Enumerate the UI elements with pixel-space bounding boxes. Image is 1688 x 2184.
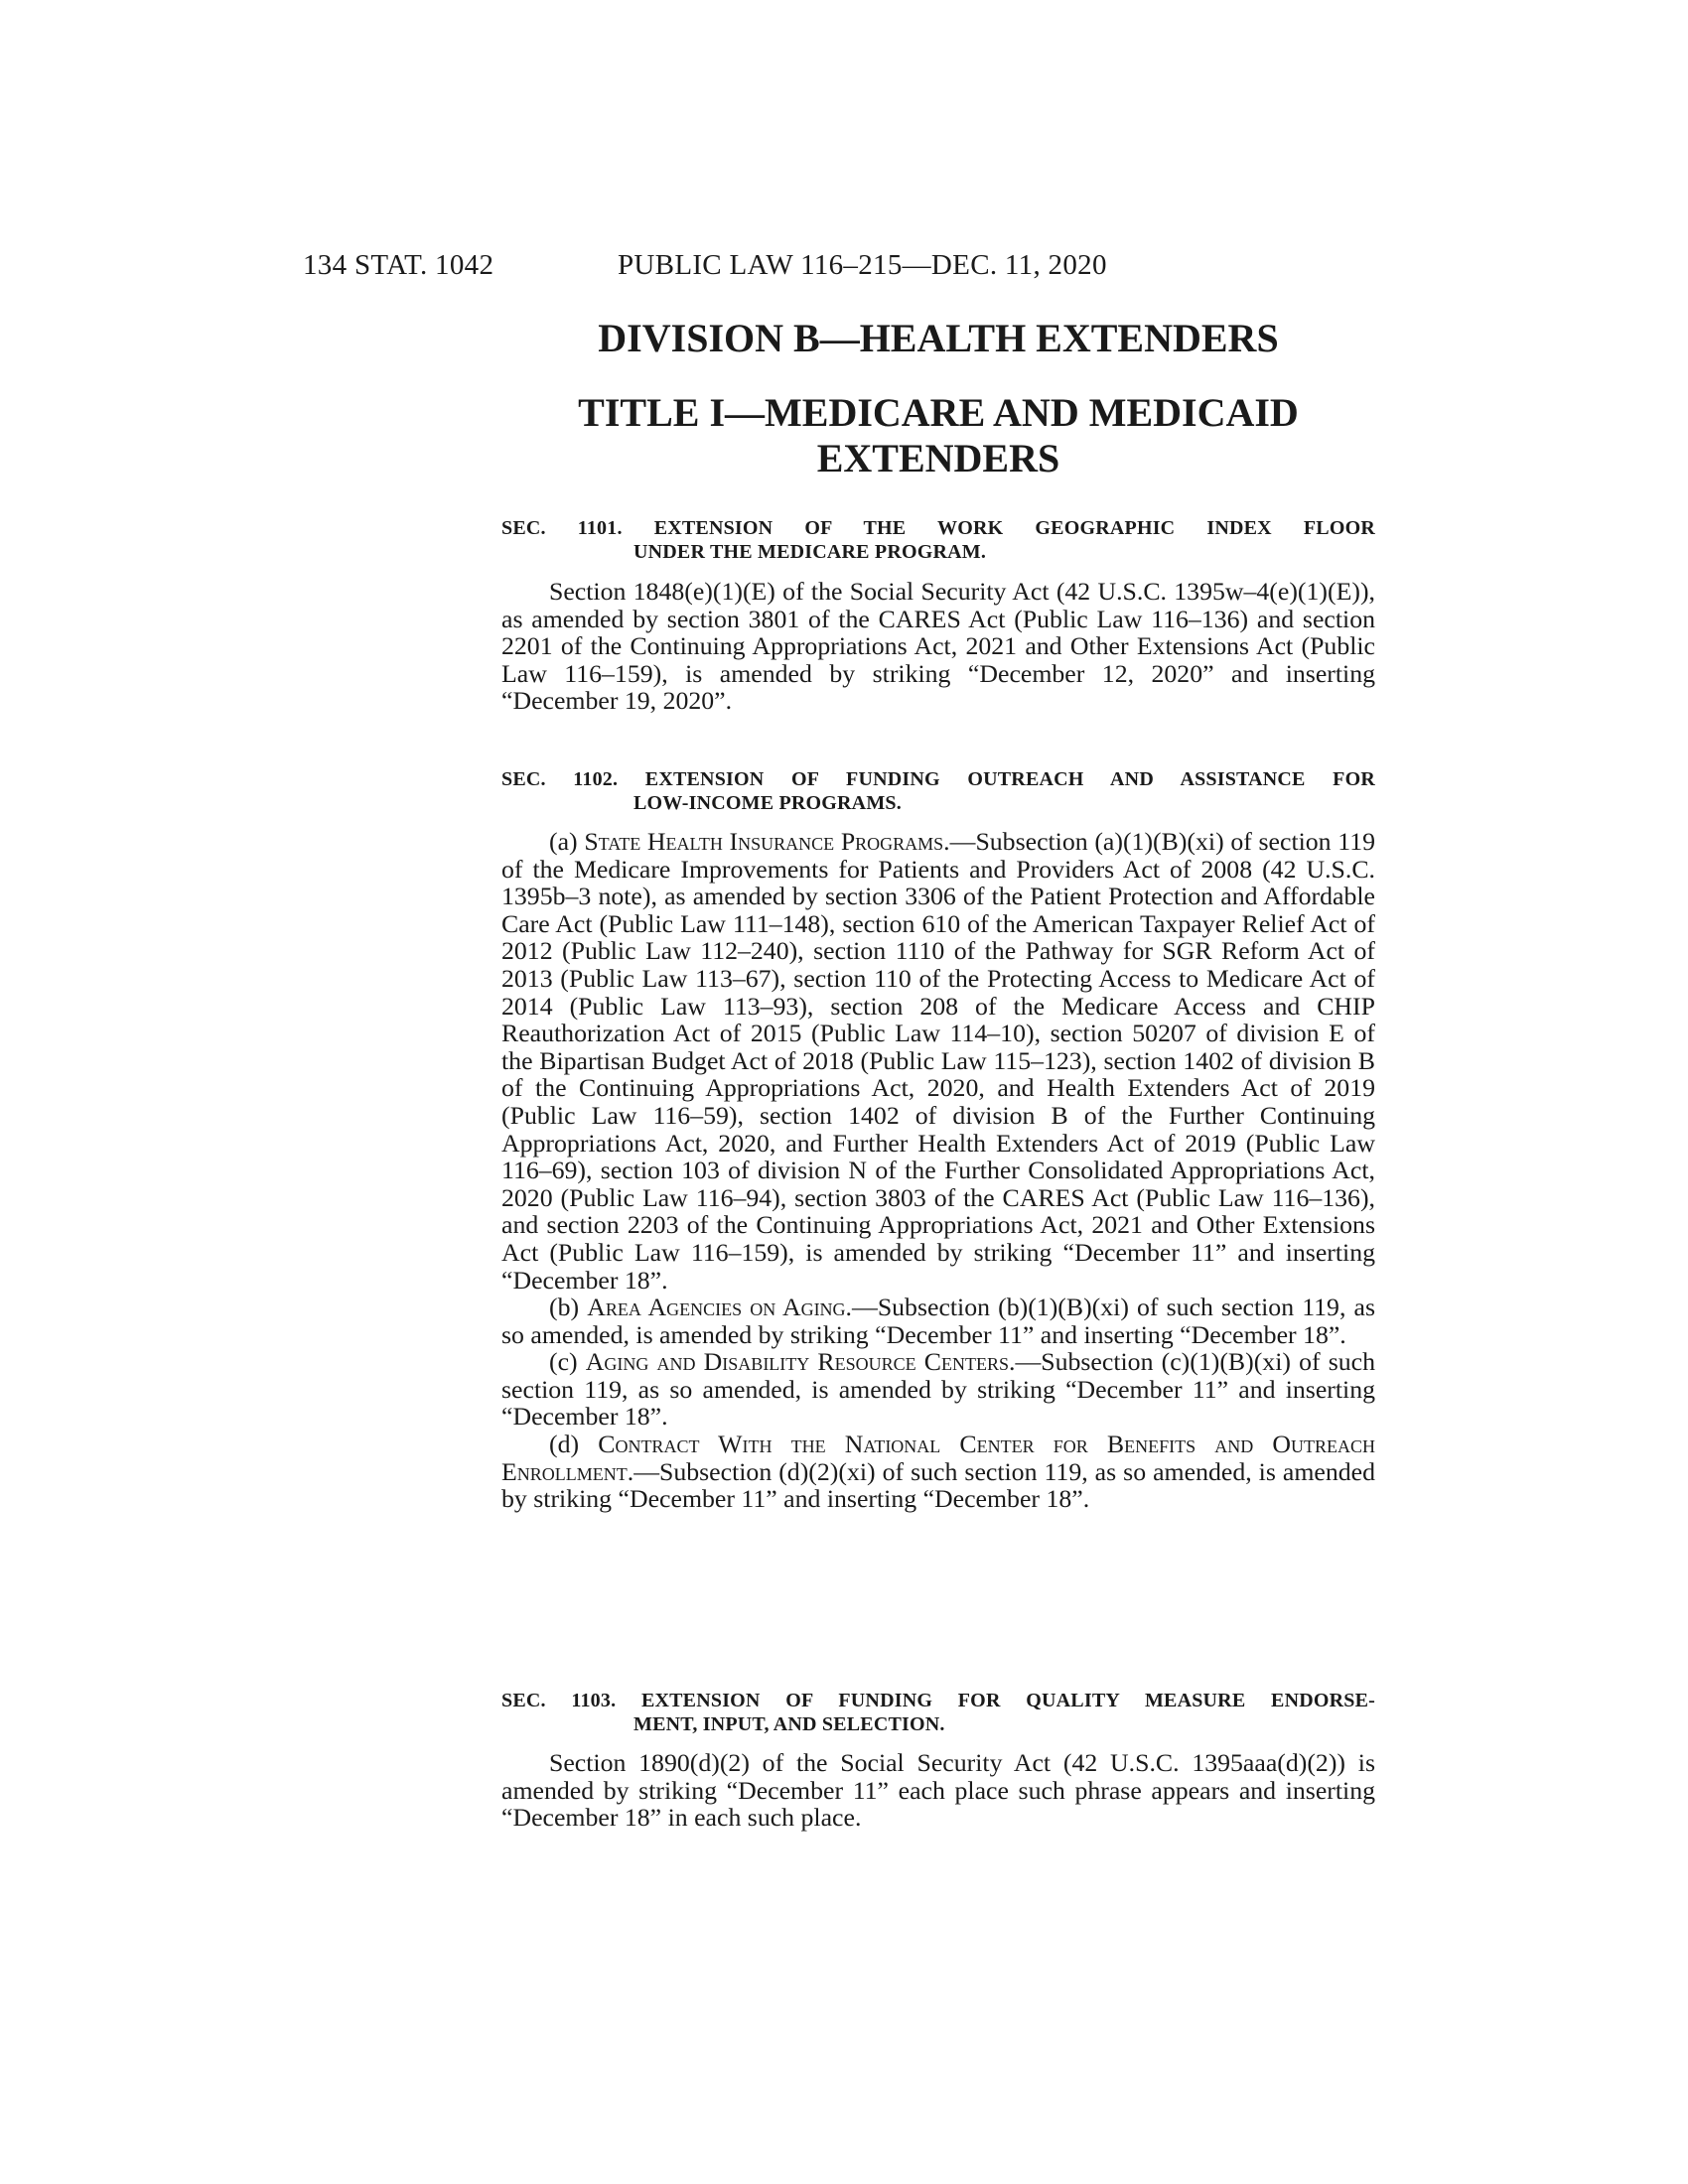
section-1103-heading-line-2: MENT, INPUT, AND SELECTION. — [633, 1713, 945, 1735]
subsection-d — [501, 1431, 1375, 1513]
subsection-c-text: —Subsection (c)(1)(B)(xi) of such section 119, as so amended, is amended by striking “December 11” and inserting “December 18”. — [501, 1347, 1375, 1432]
subsection-c — [501, 1348, 1375, 1431]
section-1103-heading-line-1: SEC. 1103. EXTENSION OF FUNDING FOR QUALITY MEASURE ENDORSE- — [501, 1690, 1375, 1711]
running-head — [303, 248, 1375, 282]
subsection-d-text: —Subsection (d)(2)(xi) of such section 119, as so amended, is amended by striking “December 11” and inserting “December 18”. — [501, 1456, 1375, 1514]
section-1101-text: Section 1848(e)(1)(E) of the Social Security Act (42 U.S.C. 1395w–4(e)(1)(E)), as amended by section 3801 of the CARES Act (Public Law 116–136) and section 2201 of the Continuing Appropriations Act, 2021 and Other Extensions Act (Public Law 116–159), is amended by striking “December 12, 2020” and inserting “December 19, 2020”. — [501, 577, 1375, 716]
subsection-c-heading: Aging and Disability Resource Centers. — [585, 1347, 1016, 1377]
subsection-d-heading: Contract With the National Center for Benefits and Outreach Enrollment. — [501, 1430, 1375, 1486]
subsection-b-label: (b) — [549, 1293, 580, 1322]
subsection-a-heading: State Health Insurance Programs. — [584, 827, 950, 856]
title-heading — [501, 390, 1375, 481]
subsection-a-text: —Subsection (a)(1)(B)(xi) of section 119 of the Medicare Improvements for Patients and Providers Act of 2008 (42 U.S.C. 1395b–3 note), as amended by section 3306 of the Patient Protection and Affordable Care Act (Public Law 111–148), section 610 of the American Taxpayer Relief Act of 2012 (Public Law 112–240), section 1110 of the Pathway for SGR Reform Act of 2013 (Public Law 113–67), section 110 of the Protecting Access to Medicare Act of 2014 (Public Law 113–93), section 208 of the Medicare Access and CHIP Reauthorization Act of 2015 (Public Law 114–10), section 50207 of division E of the Bipartisan Budget Act of 2018 (Public Law 115–123), section 1402 of division B of the Continuing Appropriations Act, 2020, and Health Extenders Act of 2019 (Public Law 116–59), section 1402 of division B of the Further Continuing Appropriations Act, 2020, and Further Health Extenders Act of 2019 (Public Law 116–69), section 103 of division N of the Further Consolidated Appropriations Act, 2020 (Public Law 116–94), section 3803 of the CARES Act (Public Law 116–136), and section 2203 of the Continuing Appropriations Act, 2021 and Other Extensions Act (Public Law 116–159), is amended by striking “December 11” and inserting “December 18”. — [501, 827, 1375, 1295]
section-1103-text: Section 1890(d)(2) of the Social Security Act (42 U.S.C. 1395aaa(d)(2)) is amended by striking “December 11” each place such phrase appears and inserting “December 18” in each such place. — [501, 1748, 1375, 1833]
section-1101-body — [501, 578, 1375, 715]
title-heading-line-1: TITLE I—MEDICARE AND MEDICAID — [578, 390, 1299, 435]
subsection-a-label: (a) — [549, 827, 578, 856]
section-1101-heading-line-1: SEC. 1101. EXTENSION OF THE WORK GEOGRAPHIC INDEX FLOOR — [501, 517, 1375, 539]
section-1102-body — [501, 828, 1375, 1513]
subsection-b-text: —Subsection (b)(1)(B)(xi) of such section 119, as so amended, is amended by striking “December 11” and inserting “December 18”. — [501, 1293, 1375, 1349]
title-heading-line-2: EXTENDERS — [816, 436, 1060, 480]
public-law-citation: PUBLIC LAW 116–215—DEC. 11, 2020 — [618, 249, 1107, 281]
statute-page-number: 134 STAT. 1042 — [303, 249, 494, 281]
section-1103-heading — [501, 1689, 1375, 1736]
division-heading: DIVISION B—HEALTH EXTENDERS — [598, 316, 1279, 360]
section-1102-heading-line-1: SEC. 1102. EXTENSION OF FUNDING OUTREACH AND ASSISTANCE FOR — [501, 768, 1375, 790]
subsection-a — [501, 828, 1375, 1294]
section-1101-heading-line-2: UNDER THE MEDICARE PROGRAM. — [633, 541, 987, 563]
subsection-c-label: (c) — [549, 1347, 578, 1377]
section-1102-heading-line-2: LOW-INCOME PROGRAMS. — [633, 792, 902, 814]
section-1101-heading — [501, 516, 1375, 564]
subsection-b-heading: Area Agencies on Aging. — [587, 1293, 853, 1322]
subsection-d-label: (d) — [549, 1430, 580, 1459]
section-1103-body — [501, 1749, 1375, 1832]
section-1102-heading — [501, 767, 1375, 815]
subsection-b — [501, 1294, 1375, 1348]
